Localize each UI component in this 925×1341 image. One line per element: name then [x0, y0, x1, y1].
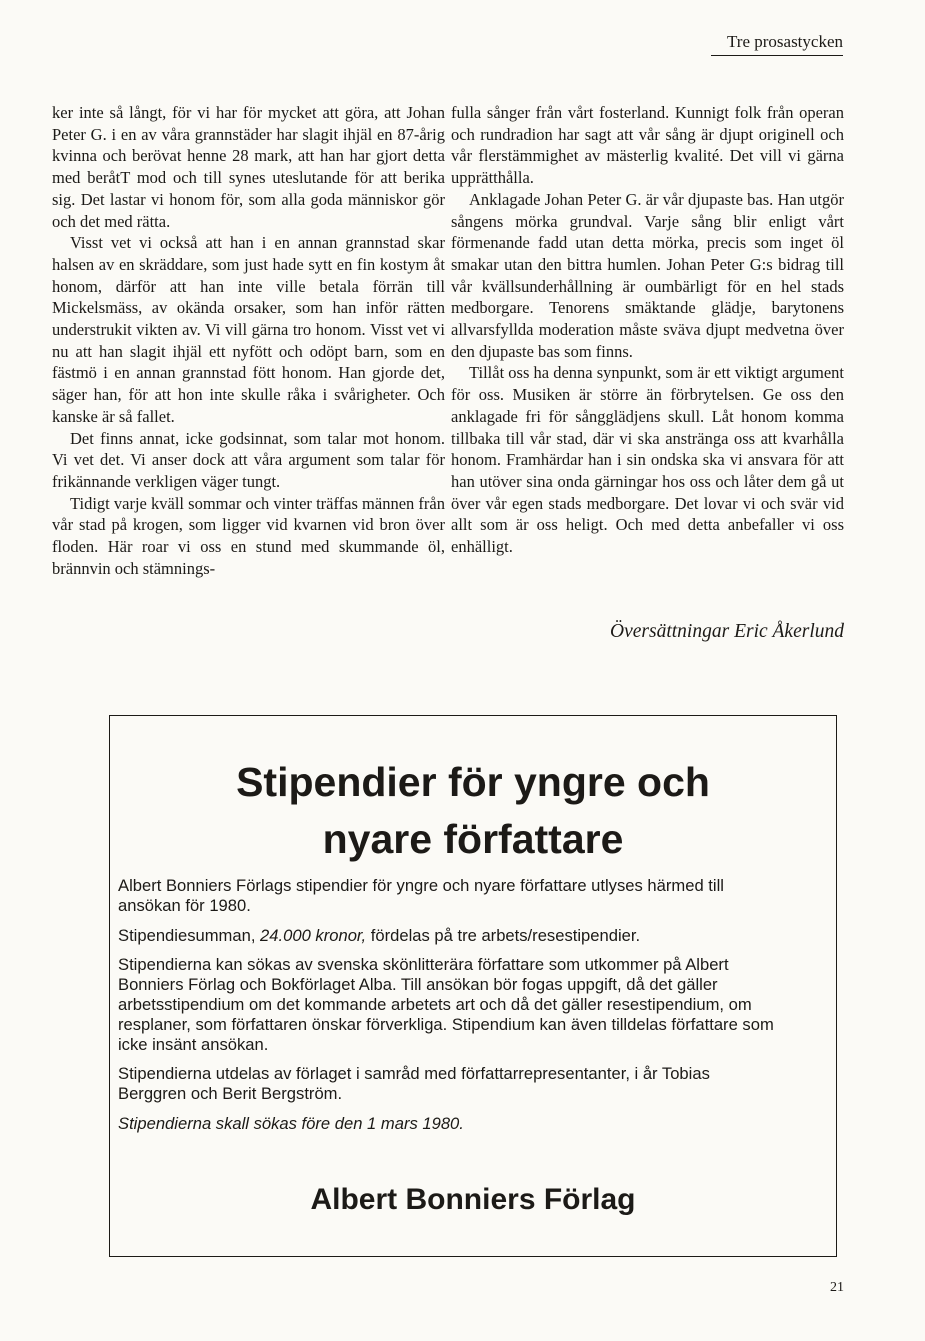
ad-amount-suffix: fördelas på tre arbets/resestipendier. — [366, 925, 641, 945]
ad-paragraph-amount — [118, 926, 778, 946]
right-paragraph-1: fulla sånger från vårt fosterland. Kunnigt folk från operan och rundradion har sagt att vår sång är djupt originell och vår flerstämmighet av mästerlig kvalité. Det vill vi gärna upprätthålla. — [451, 103, 844, 188]
ad-amount-value: 24.000 kronor, — [260, 925, 367, 945]
ad-paragraph-eligibility: Stipendierna kan sökas av svenska skönlitterära författare som utkommer på Albert Bonniers Förlag och Bokförlaget Alba. Till ansökan bör fogas uppgift, då det gäller arbetsstipendium om det kommande arbetets art och då det gäller resestipendium, om resplaner, som författaren önskar förverkliga. Stipendium kan även tilldelas författare som icke insänt ansökan. — [118, 955, 774, 1054]
left-paragraph-2: Visst vet vi också att han i en annan grannstad skar halsen av en skräddare, som just hade sytt en fin kostym åt honom, därför att han inte ville betala förrän till Mickelsmäss, av okända orsaker, som han inför rätten understrukit vikten av. Vi vill gärna tro honom. Visst vet vi nu att han slagit ihjäl ett nyfött och odöpt barn, som en fästmö i en annan grannstad fött honom. Han gjorde det, säger han, för att hon inte skulle råka i svårigheter. Och kanske är så fallet. — [52, 233, 445, 426]
left-text-column — [52, 102, 445, 579]
ad-body — [118, 876, 778, 1144]
right-paragraph-3: Tillåt oss ha denna synpunkt, som är ett viktigt argument för oss. Musiken är större än förbrytelsen. Ge oss den anklagade fri för sångglädjens skull. Låt honom komma tillbaka till vår stad, där vi ska anstränga oss att kvarhålla honom. Framhärdar han i sin ondska ska vi ansvara för att han utöver sina onda gärningar hos oss och låter dem gå ut över vår egen stads medborgare. Det lovar vi och svär vid allt som är oss heligt. Och med detta anbefaller vi oss enhälligt. — [451, 363, 844, 557]
ad-amount-prefix: Stipendiesumman, — [118, 925, 261, 945]
ad-paragraph-jury: Stipendierna utdelas av förlaget i samråd med författarrepresentanter, i år Tobias Berggren och Berit Bergström. — [118, 1064, 710, 1104]
translator-credit: Översättningar Eric Åkerlund — [610, 621, 844, 642]
ad-heading — [110, 754, 836, 868]
page-number: 21 — [830, 1280, 844, 1295]
publisher-signature: Albert Bonniers Förlag — [310, 1183, 636, 1216]
left-paragraph-3: Det finns annat, icke godsinnat, som talar mot honom. Vi vet det. Vi anser dock att våra argument som talar för frikännande verkligen väger tungt. — [52, 428, 445, 491]
running-title: Tre prosastycken — [711, 32, 843, 56]
right-text-column — [451, 102, 844, 558]
scholarship-advertisement — [109, 715, 837, 1257]
left-paragraph-4: Tidigt varje kväll sommar och vinter träffas männen från vår stad på krogen, som ligger vid kvarnen vid bron över floden. Här roar vi oss en stund med skummande öl, brännvin och stämnings- — [52, 493, 445, 578]
ad-deadline: Stipendierna skall sökas före den 1 mars 1980. — [118, 1113, 464, 1133]
left-paragraph-1: ker inte så långt, för vi har för mycket att göra, att Johan Peter G. i en av våra grannstäder har slagit ihjäl en 87-årig kvinna och berövat henne 28 mark, att han har gjort detta med beråtT mod och till synes uteslutande för att berika sig. Det lastar vi honom för, som alla goda människor gör och det med rätta. — [52, 103, 445, 231]
right-paragraph-2: Anklagade Johan Peter G. är vår djupaste bas. Han utgör sångens mörka grundval. Varje sång blir enligt vårt förmenande fadd utan detta mörka, precis som inget öl smakar utan den bittra humlen. Johan Peter G:s bidrag till vår kvällsunderhållning är oumbärligt för en hel stads medborgare. Tenorens smäktande glädje, barytonens allvarsfyllda moderation måste sväva djupt medvetna över den djupaste bas som finns. — [451, 189, 844, 361]
ad-paragraph-announcement: Albert Bonniers Förlags stipendier för yngre och nyare författare utlyses härmed till ansökan för 1980. — [118, 876, 724, 915]
ad-heading-line-2: nyare författare — [322, 816, 624, 862]
ad-heading-line-1: Stipendier för yngre och — [236, 759, 710, 805]
